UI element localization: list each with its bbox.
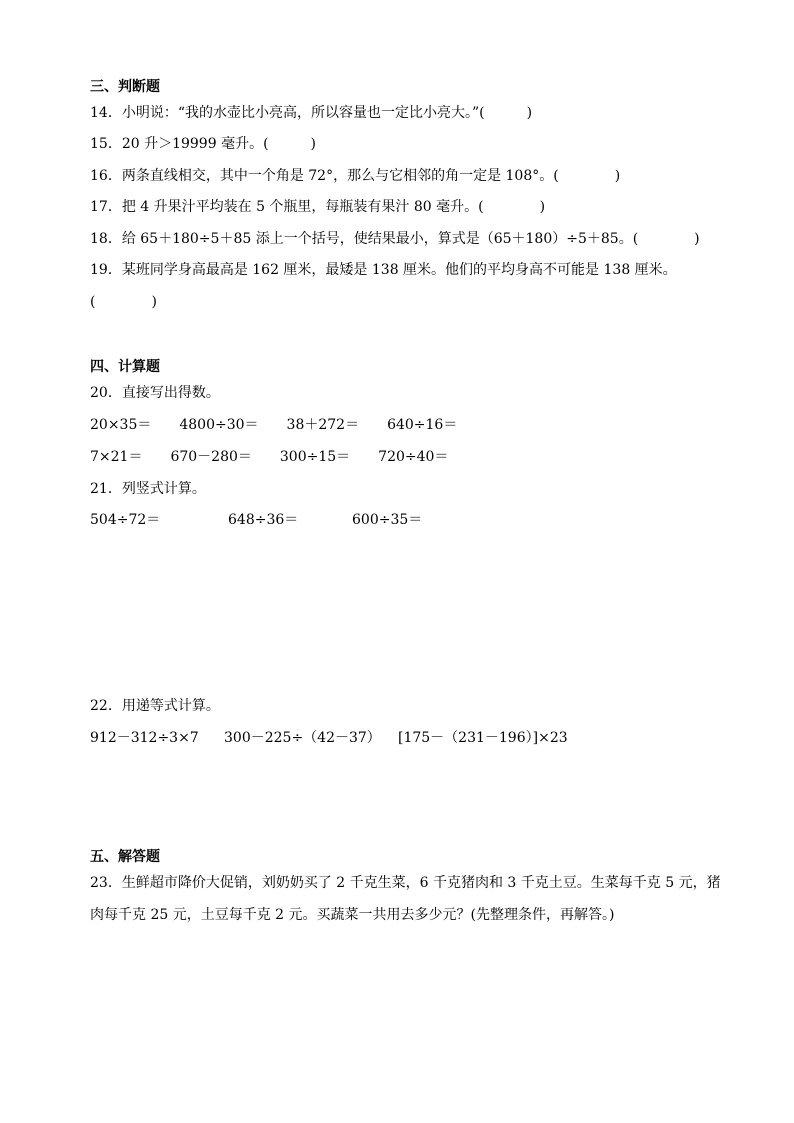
question-19: 19．某班同学身高最高是 162 厘米，最矮是 138 厘米。他们的平均身高不可能是 138 厘米。 xyxy=(90,262,677,278)
question-17: 17．把 4 升果汁平均装在 5 个瓶里，每瓶装有果汁 80 毫升。( ) xyxy=(90,199,546,215)
section-title-word-problems: 五、解答题 xyxy=(90,849,160,865)
question-20-row-2: 7×21＝ 670－280＝ 300÷15＝ 720÷40＝ xyxy=(90,449,449,465)
question-16: 16．两条直线相交，其中一个角是 72°，那么与它相邻的角一定是 108°。( ) xyxy=(90,168,621,184)
question-18: 18．给 65＋180÷5＋85 添上一个括号，使结果最小，算式是（65＋180）÷5＋85。( ) xyxy=(90,231,700,247)
question-23-line-2: 肉每千克 25 元，土豆每千克 2 元。买蔬菜一共用去多少元？(先整理条件，再解答。) xyxy=(90,907,615,923)
question-22-item-1: 912－312÷3×7 xyxy=(90,730,199,746)
question-21-item-2: 648÷36＝ xyxy=(228,512,299,528)
question-19-answer-blank: ( ) xyxy=(90,294,157,310)
section-title-judgement: 三、判断题 xyxy=(90,79,160,95)
question-21-item-1: 504÷72＝ xyxy=(90,512,161,528)
question-14: 14．小明说：“我的水壶比小亮高，所以容量也一定比小亮大。”( ) xyxy=(90,105,533,121)
section-title-calculation: 四、计算题 xyxy=(90,359,160,375)
question-23-line-1: 23．生鲜超市降价大促销，刘奶奶买了 2 千克生菜，6 千克猪肉和 3 千克土豆。生菜每千克 5 元，猪 xyxy=(90,875,721,891)
question-22-item-3: [175－（231－196）]×23 xyxy=(398,730,568,746)
question-15: 15．20 升＞19999 毫升。( ) xyxy=(90,136,316,152)
question-22-label: 22．用递等式计算。 xyxy=(90,698,220,714)
question-22-item-2: 300－225÷（42－37） xyxy=(224,730,381,746)
question-21-label: 21．列竖式计算。 xyxy=(90,481,206,497)
question-21-item-3: 600÷35＝ xyxy=(352,512,423,528)
question-20-row-1: 20×35＝ 4800÷30＝ 38＋272＝ 640÷16＝ xyxy=(90,417,458,433)
question-20-label: 20．直接写出得数。 xyxy=(90,385,220,401)
